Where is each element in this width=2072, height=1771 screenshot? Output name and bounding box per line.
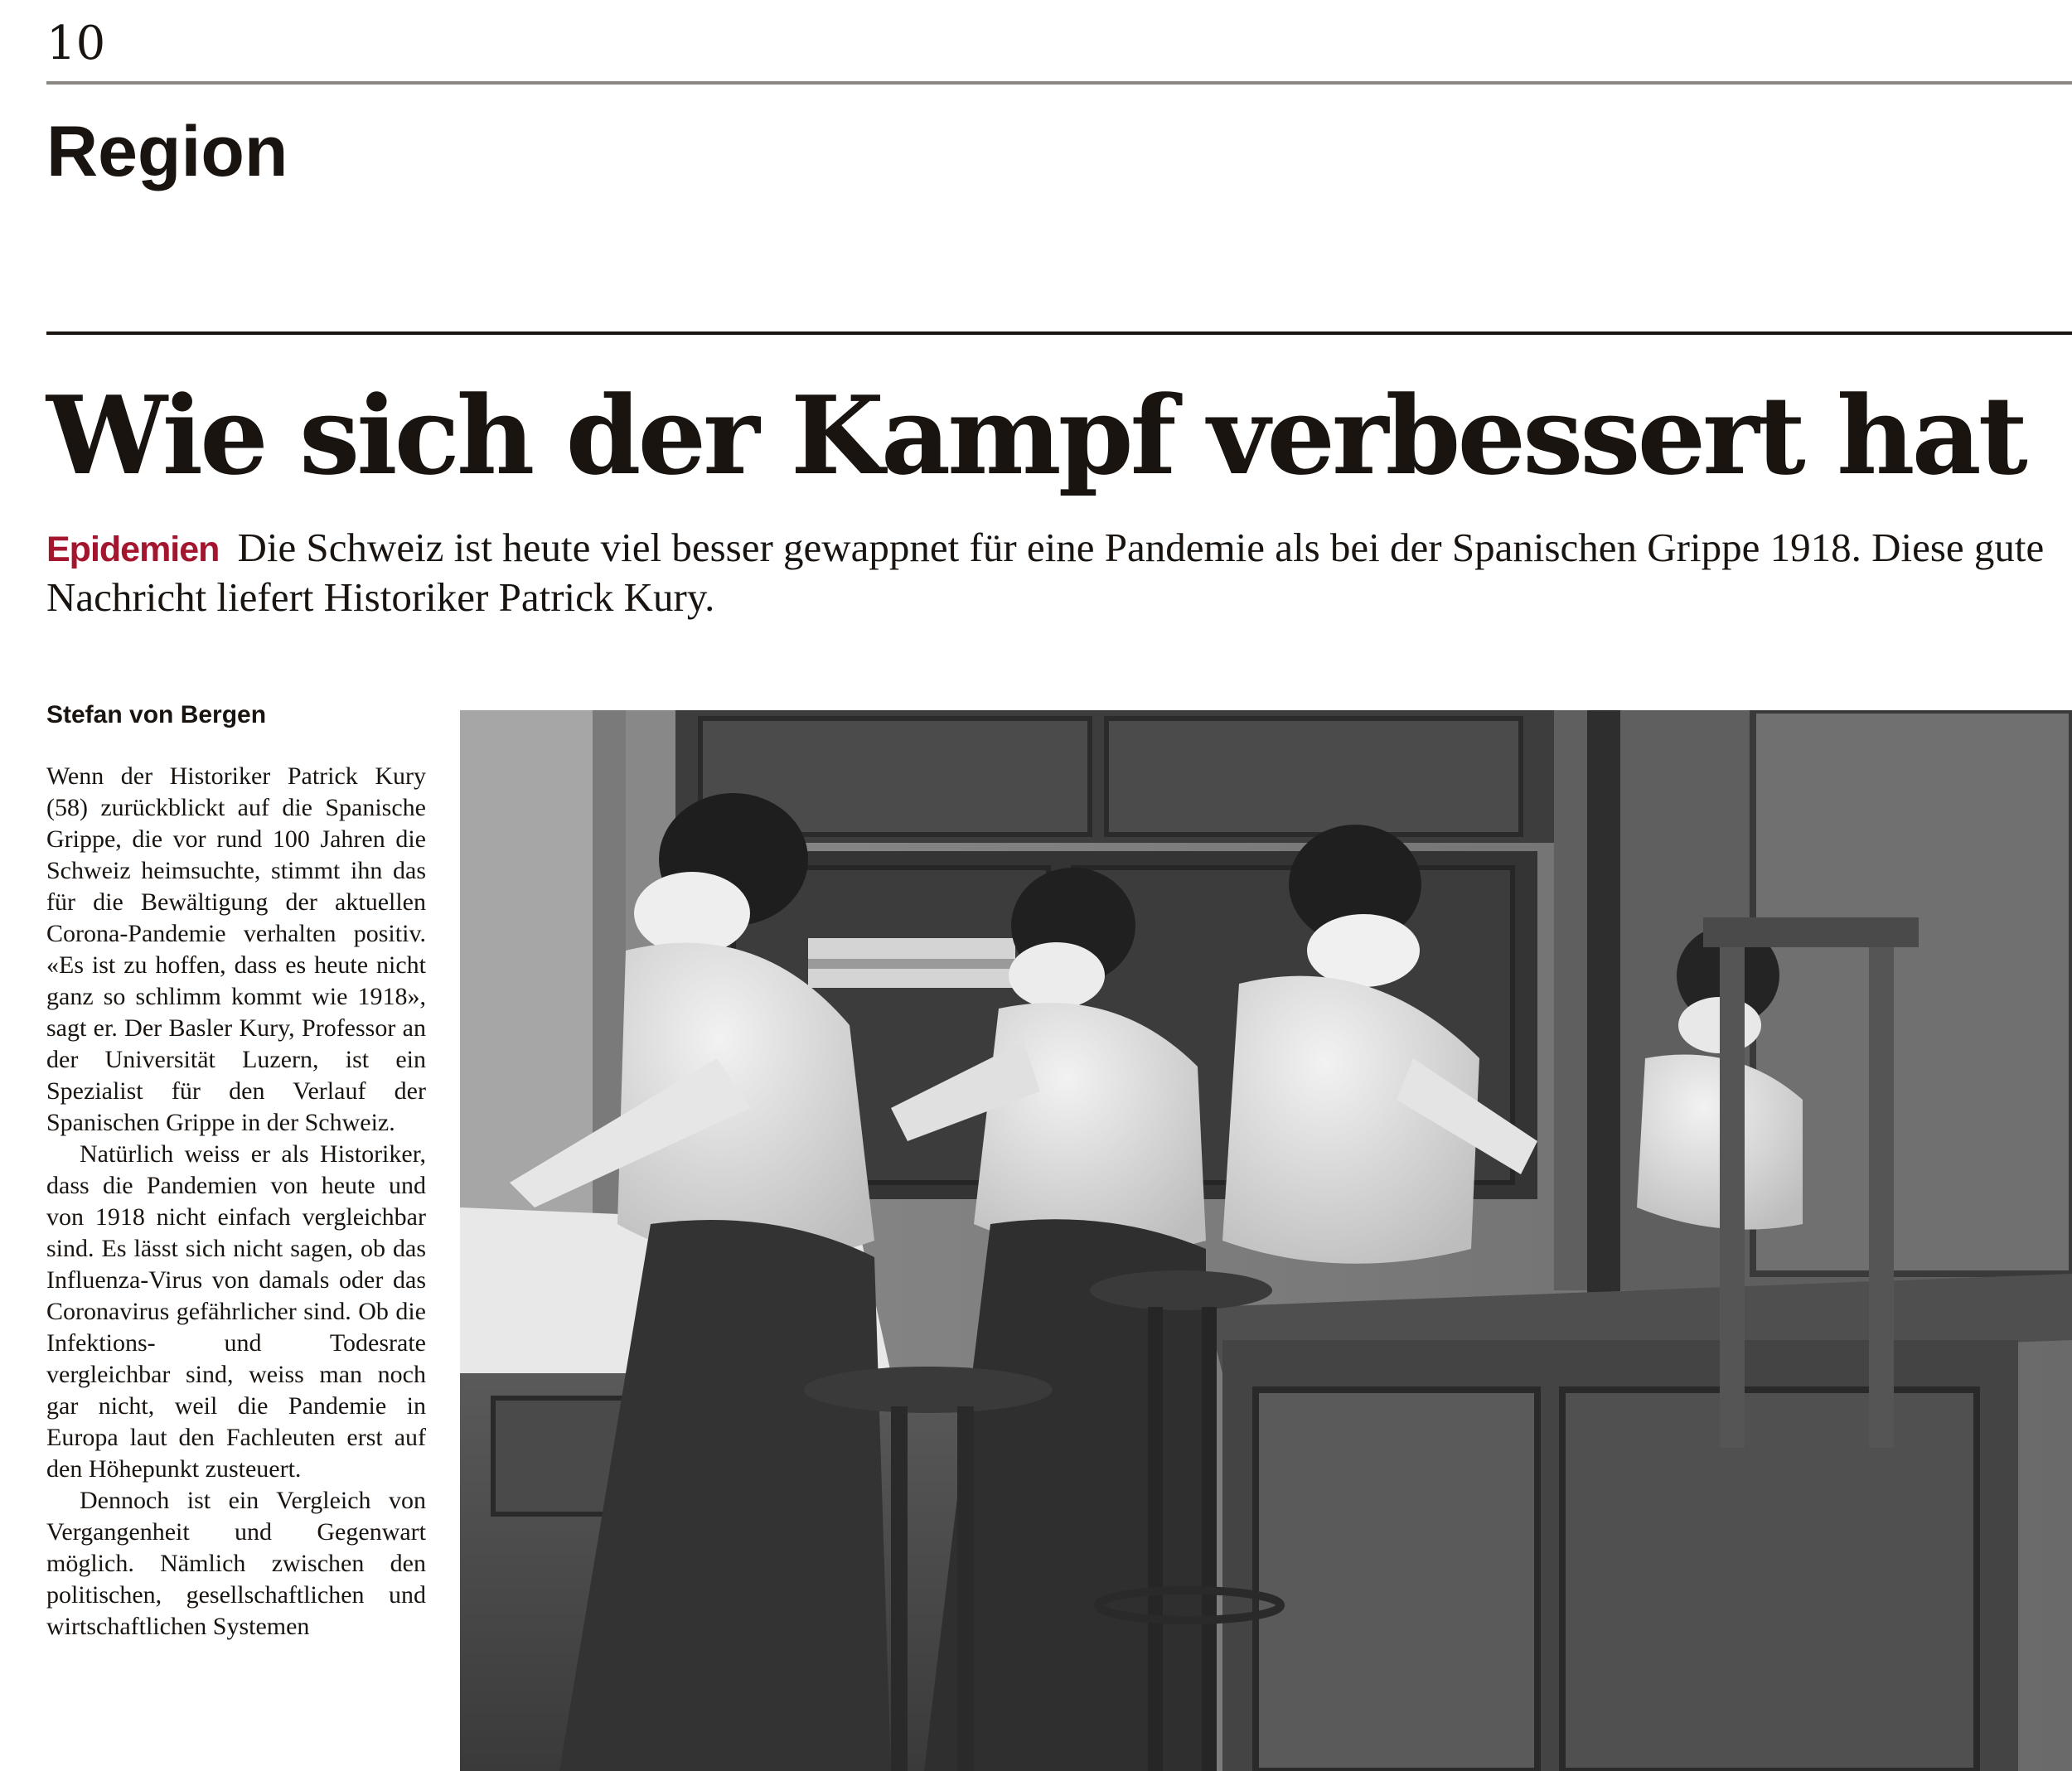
body-paragraph: Dennoch ist ein Vergleich von Vergangenheit und Gegenwart möglich. Nämlich zwischen den politischen, gesellschaftlichen und wirtschaftlichen Systemen <box>46 1487 426 1640</box>
section-label: Region <box>46 112 288 191</box>
body-paragraph: Natürlich weiss er als Historiker, dass die Pandemien von heute und von 1918 nicht einfach vergleichbar sind. Es lässt sich nicht sagen, ob das Influenza-Virus von damals oder das Coronavirus gefährlicher sind. Ob die Infektions- und Todesrate vergleichbar sind, weiss man noch gar nicht, weil die Pandemie in Europa laut den Fachleuten erst auf den Höhepunkt zusteuert. <box>46 1140 426 1483</box>
body-paragraph: Wenn der Historiker Patrick Kury (58) zurückblickt auf die Spanische Grippe, die vor rund 100 Jahren die Schweiz heimsuchte, stimmt ihn das für die Bewältigung der aktuellen Corona-Pandemie verhalten positiv. «Es ist zu hoffen, dass es heute nicht ganz so schlimm kommt wie 1918», sagt er. Der Basler Kury, Professor an der Universität Luzern, ist ein Spezialist für den Verlauf der Spanischen Grippe in der Schweiz. <box>46 762 426 1136</box>
article-photo <box>460 710 2072 1771</box>
headline: Wie sich der Kampf verbessert hat <box>46 372 2025 499</box>
article-body <box>46 761 426 1771</box>
lead-text: Die Schweiz ist heute viel besser gewappnet für eine Pandemie als bei der Spanischen Grippe 1918. Diese gute Nachricht liefert Historiker Patrick Kury. <box>46 525 2045 620</box>
section-rule <box>46 331 2072 335</box>
page-number: 10 <box>46 17 106 70</box>
kicker: Epidemien <box>46 530 220 569</box>
page-top-rule <box>46 81 2072 85</box>
lead-paragraph <box>46 524 2052 622</box>
byline: Stefan von Bergen <box>46 701 267 728</box>
